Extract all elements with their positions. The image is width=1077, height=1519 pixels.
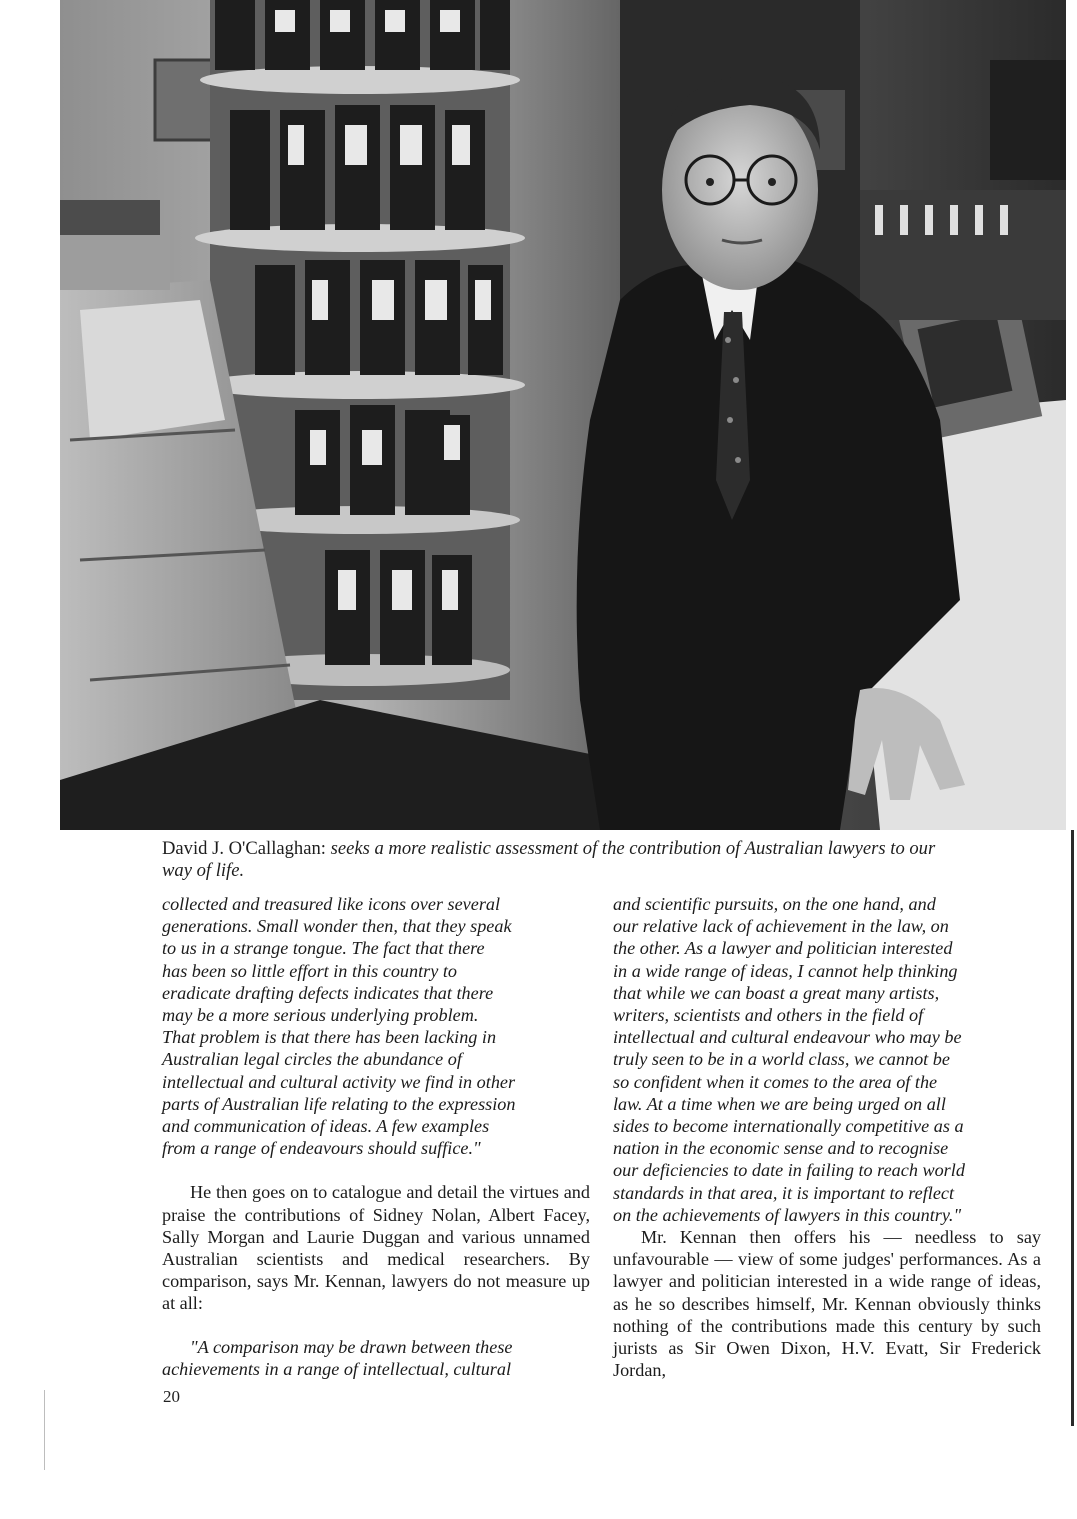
quote-line: standards in that area, it is important to reflect <box>613 1182 955 1203</box>
caption-name: David J. O'Callaghan: <box>162 838 326 859</box>
quote-line: "A comparison may be drawn between these <box>190 1336 513 1357</box>
quote-line: intellectual and cultural endeavour who may be <box>613 1027 962 1048</box>
body-paragraph: Mr. Kennan then offers his — needless to say unfavourable — view of some judges' performances. As a lawyer and politician interested in a wide range of ideas, as he so describes himself, Mr. Kennan obviously thinks nothing of the contributions made this century by such jurists as Sir Owen Dixon, H.V. Evatt, Sir Frederick Jordan, <box>613 1227 1041 1381</box>
right-quote <box>613 893 1041 1226</box>
body-paragraph: He then goes on to catalogue and detail the virtues and praise the contributions of Sidney Nolan, Albert Facey, Sally Morgan and Laurie Duggan and various unnamed Australian scientists and medical researchers. By comparison, says Mr. Kennan, lawyers do not measure up at all: <box>162 1182 590 1314</box>
quote-line: achievements in a range of intellectual, cultural <box>162 1358 512 1379</box>
quote-line: nation in the economic sense and to recognise <box>613 1138 949 1159</box>
caption-text: seeks a more realistic assessment of the contribution of Australian lawyers to our way of life. <box>162 838 936 881</box>
quote-line: parts of Australian life relating to the expression <box>162 1093 516 1114</box>
quote-line: the other. As a lawyer and politician interested <box>613 938 953 959</box>
quote-line: on the achievements of lawyers in this country." <box>613 1204 962 1225</box>
quote-line: may be a more serious underlying problem. <box>162 1005 479 1026</box>
quote-line: generations. Small wonder then, that they speak <box>162 916 512 937</box>
quote-line: writers, scientists and others in the field of <box>613 1005 924 1026</box>
left-quote-2 <box>162 1336 590 1380</box>
quote-line: from a range of endeavours should suffice." <box>162 1138 481 1159</box>
quote-line: intellectual and cultural activity we find in other <box>162 1071 516 1092</box>
quote-line: and communication of ideas. A few examples <box>162 1116 490 1137</box>
quote-line: Australian legal circles the abundance of <box>162 1049 462 1070</box>
portrait-photo <box>60 0 1066 830</box>
quote-line: law. At a time when we are being urged on all <box>613 1093 946 1114</box>
left-edge-mark <box>44 1390 45 1470</box>
quote-line: and scientific pursuits, on the one hand, and <box>613 894 936 914</box>
photo-caption <box>162 838 962 882</box>
quote-line: That problem is that there has been lacking in <box>162 1027 497 1048</box>
office-photo-illustration <box>60 0 1066 830</box>
quote-line: so confident when it comes to the area of the <box>613 1071 938 1092</box>
quote-line: collected and treasured like icons over several <box>162 894 501 914</box>
quote-line: our relative lack of achievement in the law, on <box>613 916 949 937</box>
quote-line: that while we can boast a great many artists, <box>613 982 940 1003</box>
quote-line: our deficiencies to date in failing to reach world <box>613 1160 965 1181</box>
left-column <box>162 893 590 1380</box>
left-quote <box>162 893 590 1159</box>
quote-line: has been so little effort in this country to <box>162 960 458 981</box>
page-number: 20 <box>163 1387 180 1406</box>
quote-line: sides to become internationally competitive as a <box>613 1116 964 1137</box>
right-column <box>613 893 1041 1381</box>
quote-line: eradicate drafting defects indicates that there <box>162 982 494 1003</box>
quote-line: truly seen to be in a world class, we cannot be <box>613 1049 950 1070</box>
quote-line: to us in a strange tongue. The fact that there <box>162 938 485 959</box>
right-edge-rule <box>1071 830 1074 1426</box>
quote-line: in a wide range of ideas, I cannot help thinking <box>613 960 958 981</box>
